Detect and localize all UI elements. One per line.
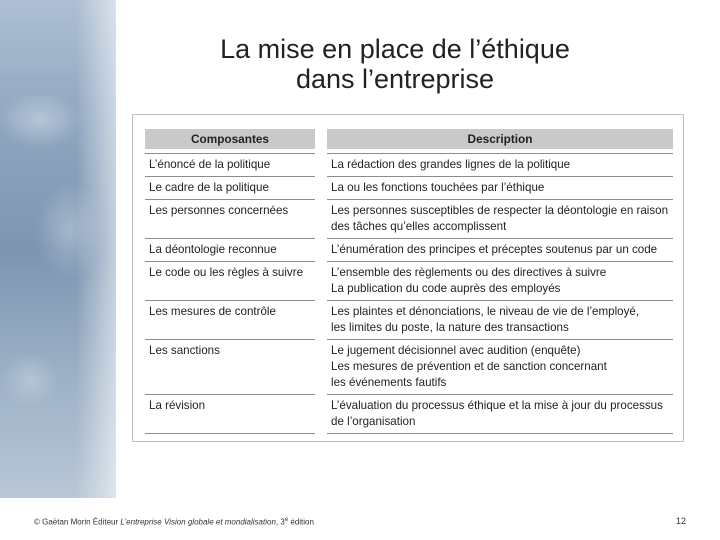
header-composantes: Composantes	[145, 129, 315, 149]
component-text: Le code ou les règles à suivre	[149, 266, 304, 279]
description-text: de l’organisation	[331, 415, 416, 428]
description-text: La rédaction des grandes lignes de la politique	[331, 158, 571, 171]
ethics-table-frame	[132, 114, 684, 442]
decorative-side-image	[0, 0, 116, 498]
table-row	[145, 177, 673, 200]
footer-edition-a: , 3	[275, 517, 285, 527]
description-cell	[327, 340, 673, 395]
header-description: Description	[327, 129, 673, 149]
component-cell	[145, 340, 315, 395]
table-row	[145, 239, 673, 262]
table-row	[145, 395, 673, 434]
component-text: Les personnes concernées	[149, 204, 289, 217]
description-cell	[327, 301, 673, 340]
footer-book-title: L’entreprise Vision globale et mondialisation	[120, 517, 276, 527]
description-text: La publication du code auprès des employés	[331, 282, 561, 295]
description-cell	[327, 395, 673, 434]
table-row	[145, 340, 673, 395]
description-text: des tâches qu’elles accomplissent	[331, 220, 507, 233]
description-cell	[327, 177, 673, 200]
title-line-1: La mise en place de l’éthique	[220, 34, 570, 64]
footer-credit	[34, 517, 314, 527]
footer-prefix: © Gaëtan Morin Éditeur	[34, 517, 121, 527]
description-text: L’énumération des principes et préceptes soutenus par un code	[331, 243, 658, 256]
description-text: Les mesures de prévention et de sanction concernant	[331, 360, 607, 373]
description-cell	[327, 239, 673, 262]
component-cell	[145, 153, 315, 177]
ethics-table	[145, 129, 673, 434]
component-cell	[145, 301, 315, 340]
component-cell	[145, 200, 315, 239]
component-text: L’énoncé de la politique	[149, 158, 271, 171]
description-text: Le jugement décisionnel avec audition (enquête)	[331, 344, 581, 357]
description-cell	[327, 262, 673, 301]
description-text: les limites du poste, la nature des transactions	[331, 321, 569, 334]
description-text: les événements fautifs	[331, 376, 447, 389]
description-text: La ou les fonctions touchées par l’éthique	[331, 181, 545, 194]
table-row	[145, 200, 673, 239]
description-text: Les personnes susceptibles de respecter la déontologie en raison	[331, 204, 669, 217]
component-cell	[145, 395, 315, 434]
component-text: Le cadre de la politique	[149, 181, 269, 194]
component-text: La révision	[149, 399, 206, 412]
footer-edition-sup: e	[284, 517, 289, 523]
slide-title	[130, 34, 660, 94]
description-text: Les plaintes et dénonciations, le niveau de vie de l’employé,	[331, 305, 640, 318]
description-cell	[327, 200, 673, 239]
title-line-2: dans l’entreprise	[295, 64, 495, 94]
component-text: Les mesures de contrôle	[149, 305, 276, 318]
component-cell	[145, 177, 315, 200]
table-row	[145, 301, 673, 340]
table-row	[145, 262, 673, 301]
description-text: L’évaluation du processus éthique et la mise à jour du processus	[331, 399, 663, 412]
component-text: Les sanctions	[149, 344, 220, 357]
component-text: La déontologie reconnue	[149, 243, 277, 256]
footer-edition-b: édition	[288, 517, 314, 527]
component-cell	[145, 239, 315, 262]
component-cell	[145, 262, 315, 301]
page-number: 12	[675, 516, 686, 526]
description-cell	[327, 153, 673, 177]
description-text: L’ensemble des règlements ou des directives à suivre	[331, 266, 607, 279]
table-row	[145, 153, 673, 177]
